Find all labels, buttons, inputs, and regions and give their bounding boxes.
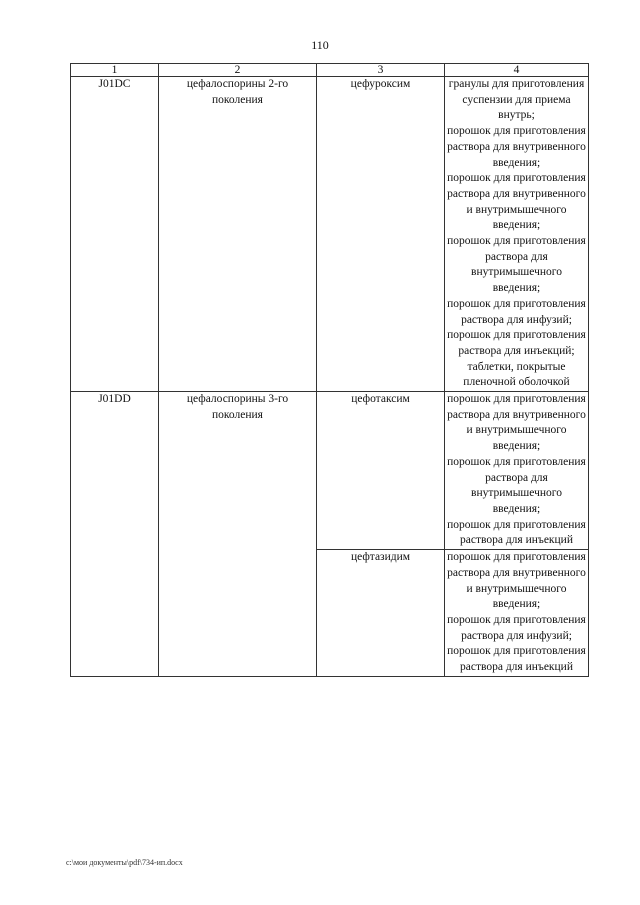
dosage-form: порошок для приготовления раствора для инфузий; [447,613,586,642]
dosage-form: порошок для приготовления раствора для внутривенного и внутримышечного введения; [447,393,586,453]
dosage-form: порошок для приготовления раствора для внутривенного и внутримышечного введения; [447,172,586,232]
drug-name-cell: цефотаксим [317,392,445,550]
atc-code-cell: J01DD [71,392,159,677]
group-name-cell: цефалоспорины 3-го поколения [159,392,317,677]
dosage-form: порошок для приготовления раствора для внутримышечного введения; [447,235,586,295]
dosage-form: гранулы для приготовления суспензии для приема внутрь; [448,78,585,122]
dosage-form: порошок для приготовления раствора для внутривенного введения; [447,125,586,169]
table-row [71,77,589,392]
dosage-forms-cell [445,550,589,677]
drug-table [70,63,589,677]
column-header: 4 [445,64,589,77]
column-header: 2 [159,64,317,77]
dosage-forms-cell [445,77,589,392]
dosage-form: порошок для приготовления раствора для инъекций; [447,329,586,357]
table-header-row [71,64,589,77]
dosage-form: порошок для приготовления раствора для внутримышечного введения; [447,455,586,515]
column-header: 3 [317,64,445,77]
dosage-form: таблетки, покрытые пленочной оболочкой [463,360,570,389]
dosage-forms-cell [445,392,589,550]
column-header: 1 [71,64,159,77]
dosage-form: порошок для приготовления раствора для инъекций [447,518,586,547]
atc-code-cell: J01DC [71,77,159,392]
dosage-form: порошок для приготовления раствора для инфузий; [447,297,586,326]
page-number: 110 [311,38,329,52]
drug-name-cell: цефтазидим [317,550,445,677]
table-row [71,392,589,550]
drug-name-cell: цефуроксим [317,77,445,392]
file-path-footer: c:\мои документы\pdf\734-ип.docx [66,858,183,867]
dosage-form: порошок для приготовления раствора для внутривенного и внутримышечного введения; [447,551,586,611]
dosage-form: порошок для приготовления раствора для инъекций [447,645,586,674]
group-name-cell: цефалоспорины 2-го поколения [159,77,317,392]
